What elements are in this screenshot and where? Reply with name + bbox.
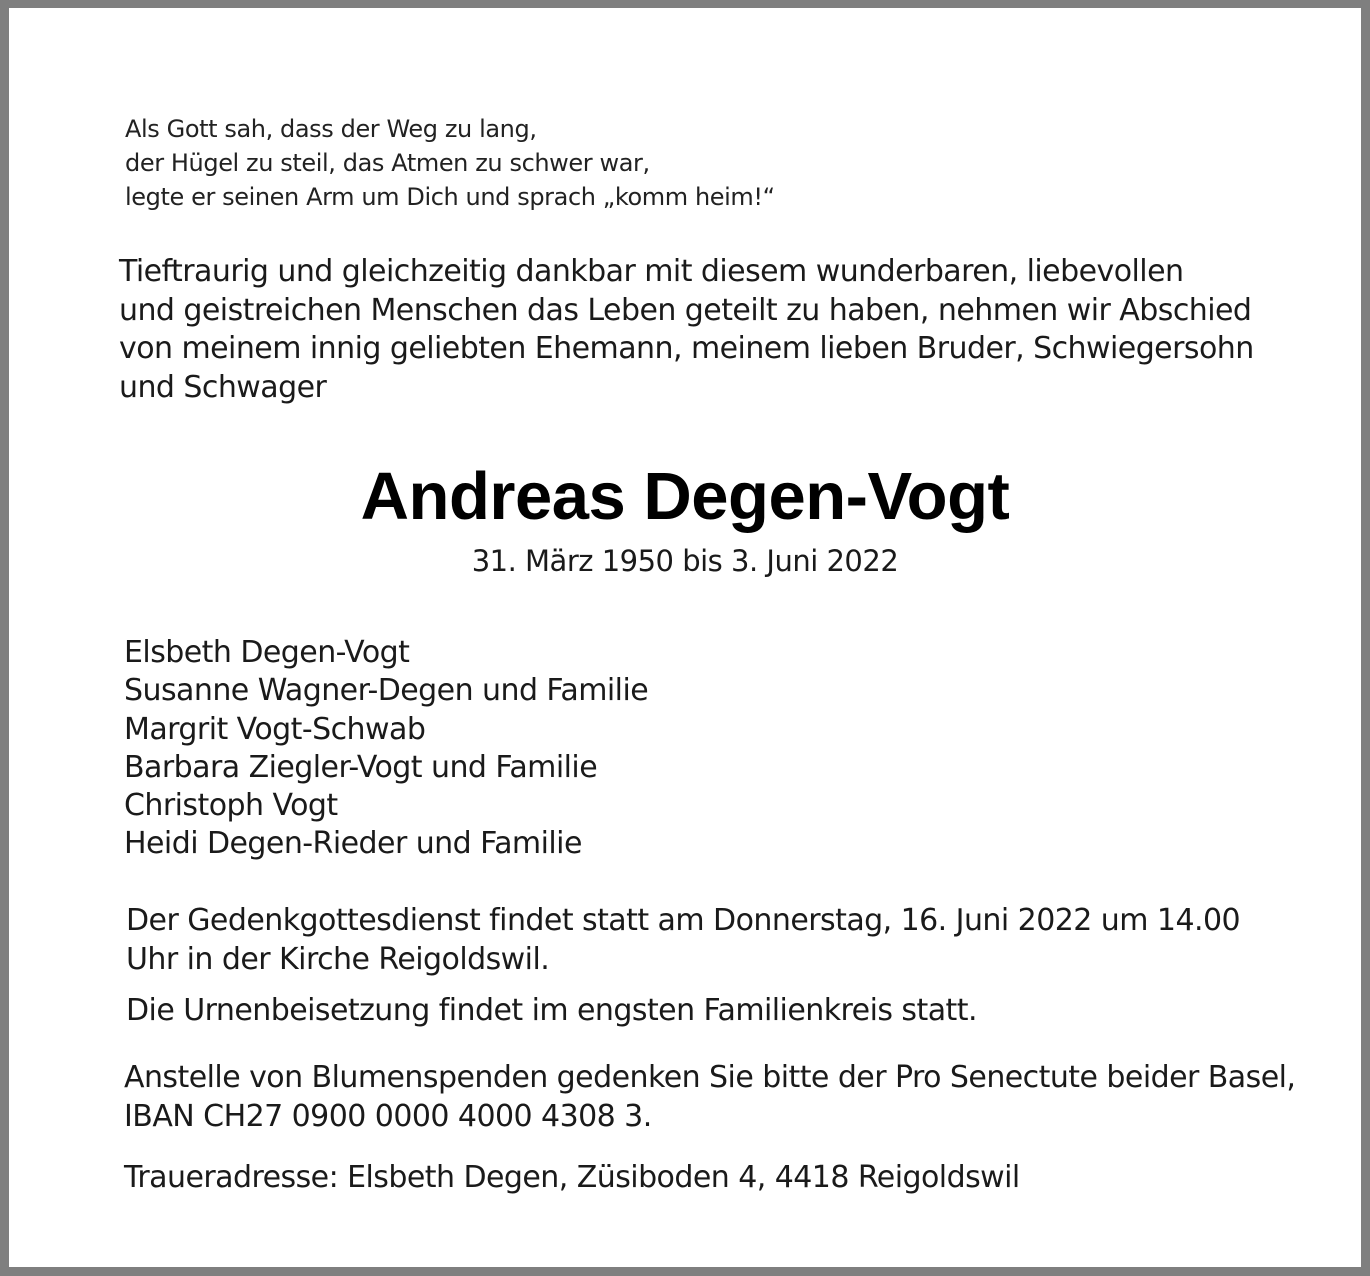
mourner-item: Barbara Ziegler-Vogt und Familie bbox=[124, 749, 598, 785]
mourner-item: Christoph Vogt bbox=[124, 788, 338, 824]
life-dates: 31. März 1950 bis 3. Juni 2022 bbox=[471, 544, 899, 578]
mourning-address: Traueradresse: Elsbeth Degen, Züsiboden 4, 4418 Reigoldswil bbox=[124, 1160, 1020, 1195]
poem-line: Als Gott sah, dass der Weg zu lang, bbox=[125, 115, 537, 143]
intro-line: und geistreichen Menschen das Leben geteilt zu haben, nehmen wir Abschied bbox=[119, 292, 1252, 328]
service-line: Der Gedenkgottesdienst findet statt am Donnerstag, 16. Juni 2022 um 14.00 bbox=[126, 903, 1241, 938]
mourner-item: Susanne Wagner-Degen und Familie bbox=[124, 673, 649, 709]
donation-line: IBAN CH27 0900 0000 4000 4308 3. bbox=[124, 1098, 652, 1134]
intro-paragraph bbox=[119, 253, 1254, 408]
intro-line: und Schwager bbox=[119, 370, 327, 406]
mourner-item: Margrit Vogt-Schwab bbox=[124, 711, 426, 747]
urn-burial-info: Die Urnenbeisetzung findet im engsten Familienkreis statt. bbox=[126, 993, 977, 1028]
deceased-name: Andreas Degen-Vogt bbox=[360, 459, 1010, 534]
mourner-item: Elsbeth Degen-Vogt bbox=[124, 635, 410, 670]
intro-line: von meinem innig geliebten Ehemann, meinem lieben Bruder, Schwiegersohn bbox=[119, 331, 1254, 367]
intro-line: Tieftraurig und gleichzeitig dankbar mit diesem wunderbaren, liebevollen bbox=[119, 254, 1184, 289]
service-line: Uhr in der Kirche Reigoldswil. bbox=[126, 941, 550, 977]
mourners-list bbox=[124, 634, 648, 864]
poem bbox=[125, 112, 775, 214]
memorial-service-info bbox=[126, 902, 1240, 979]
donation-line: Anstelle von Blumenspenden gedenken Sie bitte der Pro Senectute beider Basel, bbox=[124, 1060, 1296, 1095]
mourner-item: Heidi Degen-Rieder und Familie bbox=[124, 826, 582, 862]
donation-info bbox=[124, 1059, 1295, 1136]
poem-line: legte er seinen Arm um Dich und sprach „komm heim!“ bbox=[125, 183, 775, 211]
poem-line: der Hügel zu steil, das Atmen zu schwer war, bbox=[125, 149, 650, 177]
